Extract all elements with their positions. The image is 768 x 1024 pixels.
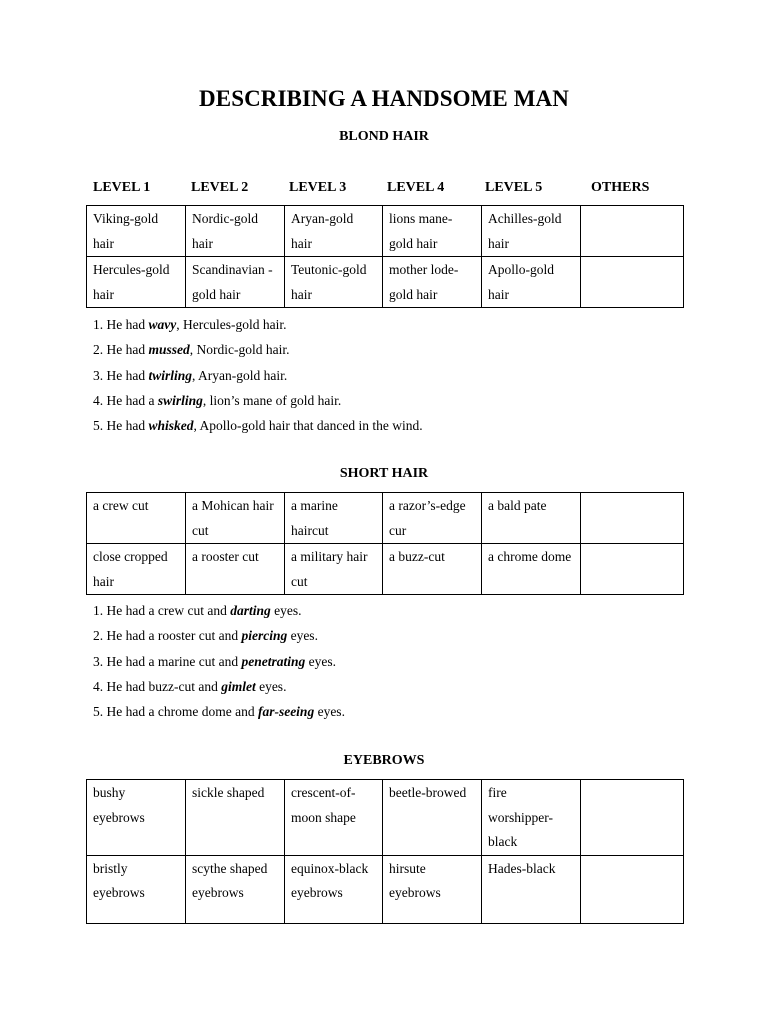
example-sentence: 4. He had buzz-cut and gimlet eyes. <box>93 678 287 694</box>
page-title: DESCRIBING A HANDSOME MAN <box>199 86 569 111</box>
table-cell <box>581 780 684 856</box>
table-cell: a buzz-cut <box>383 544 482 595</box>
table-cell: Viking-gold hair <box>87 206 186 257</box>
table-cell: Aryan-gold hair <box>285 206 383 257</box>
table-cell <box>581 855 684 923</box>
table-cell: a Mohican hair cut <box>186 493 285 544</box>
table-cell: beetle-browed <box>383 780 482 856</box>
table-cell: crescent-of-moon shape <box>285 780 383 856</box>
table-cell: scythe shaped eyebrows <box>186 855 285 923</box>
level-header: OTHERS <box>591 180 650 195</box>
example-sentence: 2. He had mussed, Nordic-gold hair. <box>93 342 290 358</box>
table-cell: bushy eyebrows <box>87 780 186 856</box>
table-cell: Hercules-gold hair <box>87 257 186 308</box>
table-cell: close cropped hair <box>87 544 186 595</box>
level-header: LEVEL 3 <box>289 180 347 195</box>
table-row <box>87 544 684 595</box>
table-cell <box>581 493 684 544</box>
table-row <box>87 855 684 923</box>
table-row <box>87 257 684 308</box>
table-cell: equinox-black eyebrows <box>285 855 383 923</box>
table-cell: a crew cut <box>87 493 186 544</box>
blond-hair-examples <box>93 312 423 438</box>
table-row <box>87 780 684 856</box>
table-cell: a razor’s-edge cur <box>383 493 482 544</box>
table-cell: a bald pate <box>482 493 581 544</box>
section-heading-eyebrows: EYEBROWS <box>343 753 425 768</box>
table-cell: a chrome dome <box>482 544 581 595</box>
table-cell: Apollo-gold hair <box>482 257 581 308</box>
table-cell: Teutonic-gold hair <box>285 257 383 308</box>
table-cell: a marine haircut <box>285 493 383 544</box>
table-cell: a rooster cut <box>186 544 285 595</box>
table-cell: mother lode-gold hair <box>383 257 482 308</box>
example-sentence: 4. He had a swirling, lion’s mane of gold hair. <box>93 392 342 408</box>
table-cell <box>581 544 684 595</box>
table-cell: lions mane-gold hair <box>383 206 482 257</box>
example-sentence: 2. He had a rooster cut and piercing eyes. <box>93 628 318 644</box>
example-sentence: 1. He had a crew cut and darting eyes. <box>93 603 302 618</box>
short-hair-table <box>86 492 684 595</box>
example-sentence: 1. He had wavy, Hercules-gold hair. <box>93 317 287 332</box>
level-header: LEVEL 2 <box>191 180 249 195</box>
table-cell: Hades-black <box>482 855 581 923</box>
table-cell <box>581 206 684 257</box>
table-cell: Nordic-gold hair <box>186 206 285 257</box>
blond-hair-table <box>86 205 684 308</box>
level-header-row <box>93 180 693 200</box>
section-heading-short-hair: SHORT HAIR <box>339 466 429 481</box>
example-sentence: 5. He had whisked, Apollo-gold hair that danced in the wind. <box>93 418 423 434</box>
example-sentence: 3. He had twirling, Aryan-gold hair. <box>93 367 288 383</box>
table-cell: sickle shaped <box>186 780 285 856</box>
eyebrows-table <box>86 779 684 924</box>
table-cell: bristly eyebrows <box>87 855 186 923</box>
level-header: LEVEL 5 <box>485 180 543 195</box>
section-heading-blond-hair: BLOND HAIR <box>339 129 429 144</box>
example-sentence: 5. He had a chrome dome and far-seeing eyes. <box>93 704 345 720</box>
table-cell: Scandinavian -gold hair <box>186 257 285 308</box>
table-row <box>87 206 684 257</box>
table-cell: a military hair cut <box>285 544 383 595</box>
level-header: LEVEL 4 <box>387 180 445 195</box>
table-row <box>87 493 684 544</box>
table-cell <box>581 257 684 308</box>
table-cell: hirsute eyebrows <box>383 855 482 923</box>
table-cell: Achilles-gold hair <box>482 206 581 257</box>
level-header: LEVEL 1 <box>93 180 151 195</box>
example-sentence: 3. He had a marine cut and penetrating eyes. <box>93 653 336 669</box>
short-hair-examples <box>93 598 345 724</box>
table-cell: fire worshipper-black <box>482 780 581 856</box>
